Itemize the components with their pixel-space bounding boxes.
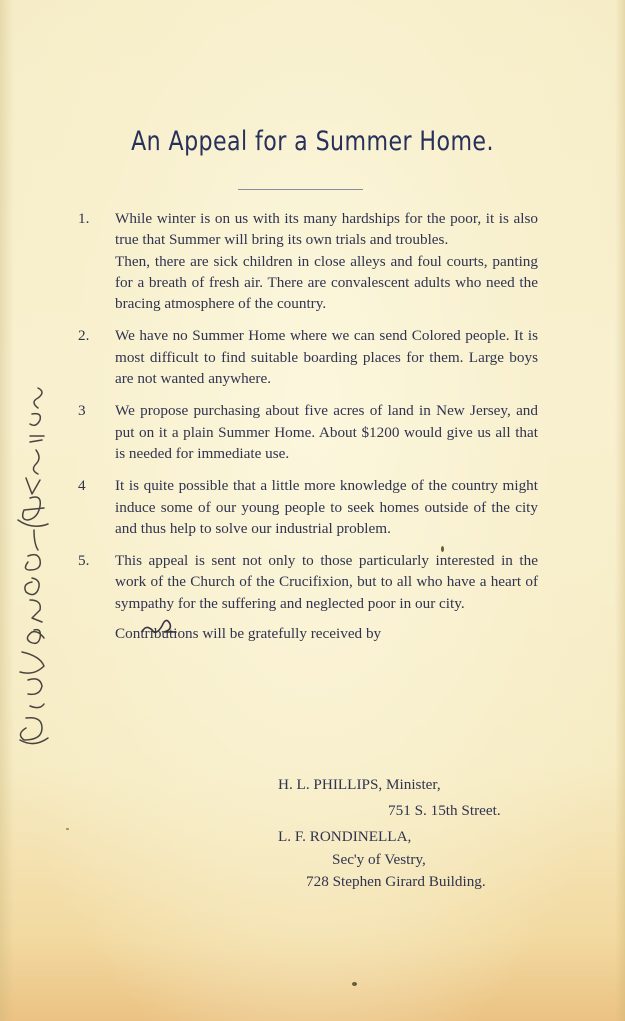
handwritten-correction-mark xyxy=(138,614,178,640)
item-number: 1. xyxy=(78,210,90,227)
signatory-2-name: L. F. RONDINELLA, xyxy=(278,828,412,845)
signatory-1-address: 751 S. 15th Street. xyxy=(388,802,501,819)
item-number: 3 xyxy=(78,402,86,420)
appeal-item-3 xyxy=(78,400,538,464)
ink-speck xyxy=(66,828,69,830)
item-number: 2. xyxy=(78,327,90,345)
appeal-item-4 xyxy=(78,475,538,539)
appeal-item-1 xyxy=(78,208,538,314)
document-title: An Appeal for a Summer Home. xyxy=(131,126,494,157)
ink-speck xyxy=(352,982,357,986)
signatory-2-address: 728 Stephen Girard Building. xyxy=(306,873,486,890)
appeal-item-2 xyxy=(78,325,538,389)
item-paragraph: It is quite possible that a little more knowledge of the country might induce some of our young people to seek homes outside of the city and thus help to solve our industrial problem. xyxy=(115,477,538,537)
item-paragraph xyxy=(115,251,538,315)
item-paragraph: We have no Summer Home where we can send Colored people. It is most difficult to find suitable boarding places for them. Large boys are not wanted anywhere. xyxy=(115,327,538,388)
contributions-line: Contributions will be gratefully received by xyxy=(115,625,382,643)
handwritten-note-image xyxy=(8,380,58,760)
item-paragraph: While winter is on us with its many hardships for the poor, it is also true that Summer will bring its own trials and troubles. xyxy=(115,210,538,249)
ink-speck xyxy=(441,546,444,552)
item-paragraph: This appeal is sent not only to those particularly interested in the work of the Church of the Crucifixion, but to all who have a heart of sympathy for the suffering and neglected poor in our city. xyxy=(115,552,538,612)
item-paragraph-text: Then, there are sick children in close alleys and foul courts, panting for a breath of fresh air. There are convalescent adults who need the bracing atmosphere of the country. xyxy=(115,252,538,313)
signatory-2-title: Sec'y of Vestry, xyxy=(332,851,426,868)
item-number: 5. xyxy=(78,552,90,570)
signatory-1-name: H. L. PHILLIPS, Minister, xyxy=(278,776,441,793)
appeal-body xyxy=(78,208,538,644)
item-number: 4 xyxy=(78,477,86,495)
item-paragraph: We propose purchasing about five acres of land in New Jersey, and put on it a plain Summer Home. About $1200 would give us all that is needed for immediate use. xyxy=(115,402,538,462)
title-divider xyxy=(238,189,363,190)
appeal-item-5 xyxy=(78,550,538,614)
